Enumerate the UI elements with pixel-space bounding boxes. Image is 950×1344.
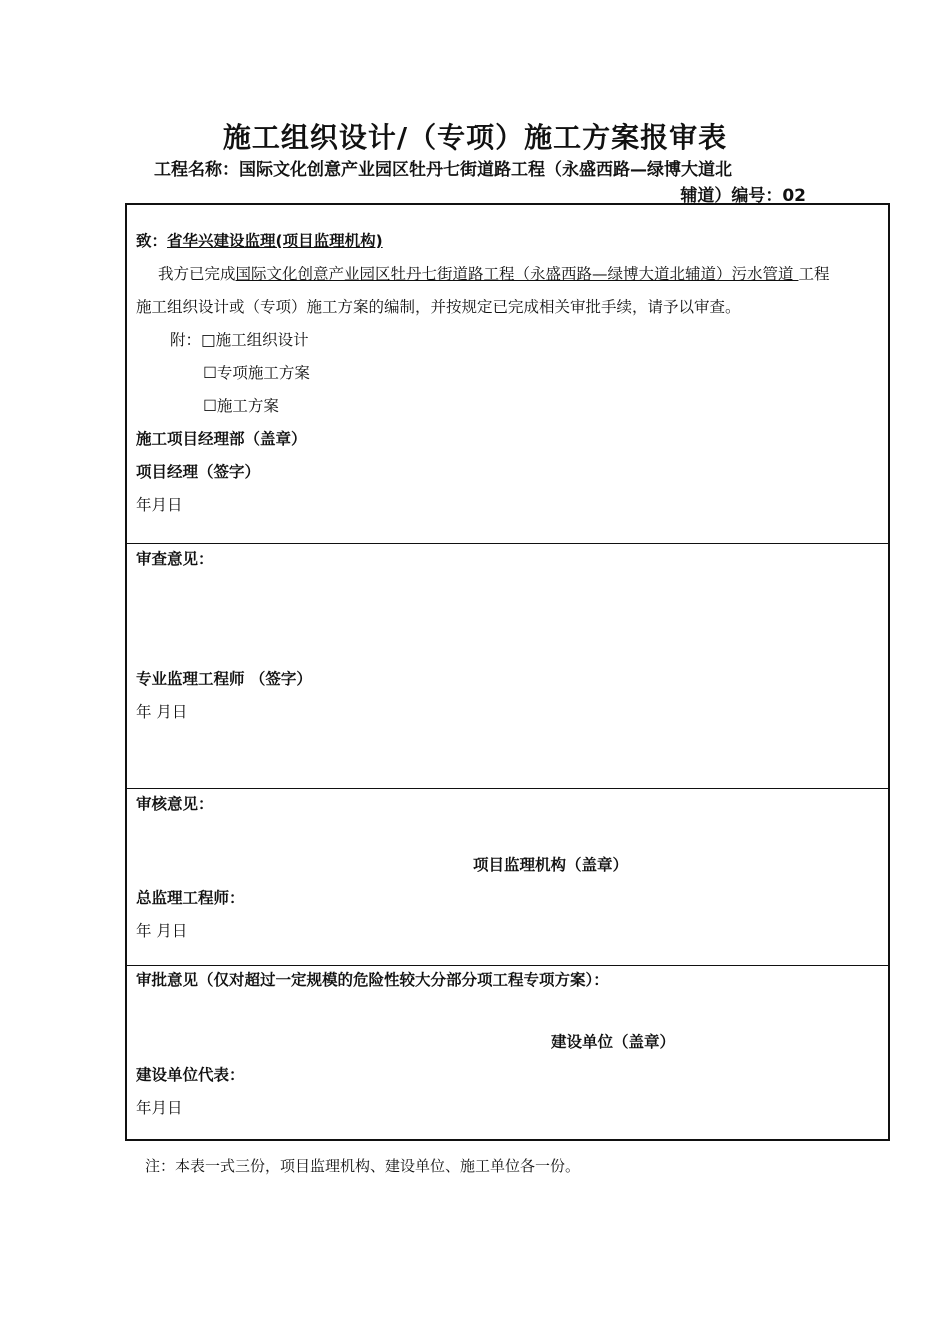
body-prefix: 我方已完成 — [158, 265, 236, 283]
submission-section — [127, 205, 888, 544]
approval-section — [127, 965, 888, 1139]
body-project-underlined: 国际文化创意产业园区牡丹七街道路工程（永盛西路—绿博大道北辅道）污水管道 — [235, 265, 799, 283]
supervision-org-stamp: 项目监理机构（盖章） — [473, 856, 629, 874]
review-form-table — [125, 203, 890, 1141]
attachment-item[interactable]: ☐专项施工方案 — [203, 364, 310, 382]
attachment-label: 附： — [170, 331, 202, 349]
examination-date: 年 月日 — [136, 703, 188, 721]
examination-heading: 审查意见： — [136, 550, 214, 568]
form-title: 施工组织设计/（专项）施工方案报审表 — [222, 121, 728, 154]
attachment-item[interactable]: □施工组织设计 — [201, 331, 309, 349]
chief-engineer-signature: 总监理工程师： — [136, 889, 245, 907]
audit-section — [127, 788, 888, 966]
project-name-line1: 工程名称：国际文化创意产业园区牡丹七街道路工程（永盛西路—绿博大道北 — [154, 160, 732, 180]
contractor-dept-stamp: 施工项目经理部（盖章） — [136, 430, 307, 448]
submission-body-line2: 施工组织设计或（专项）施工方案的编制，并按规定已完成相关审批手续，请予以审查。 — [136, 298, 741, 316]
audit-date: 年 月日 — [136, 922, 188, 940]
examination-section — [127, 543, 888, 789]
attachment-item[interactable]: ☐施工方案 — [203, 397, 279, 415]
submission-body-line1 — [158, 262, 829, 284]
supervising-engineer-signature: 专业监理工程师 （签字） — [136, 670, 312, 688]
owner-representative-signature: 建设单位代表： — [136, 1066, 245, 1084]
footnote: 注：本表一式三份，项目监理机构、建设单位、施工单位各一份。 — [145, 1157, 581, 1175]
owner-stamp: 建设单位（盖章） — [551, 1033, 676, 1051]
approval-date: 年月日 — [136, 1099, 183, 1117]
body-suffix: 工程 — [798, 265, 830, 283]
attachment-row-1 — [170, 328, 309, 350]
project-name-line2: 辅道）编号：02 — [680, 186, 806, 206]
approval-heading: 审批意见（仅对超过一定规模的危险性较大分部分项工程专项方案）： — [136, 971, 609, 989]
audit-heading: 审核意见： — [136, 795, 214, 813]
addressee-prefix: 致： — [136, 232, 168, 250]
addressee — [136, 229, 383, 251]
submission-date: 年月日 — [136, 496, 183, 514]
project-manager-signature: 项目经理（签字） — [136, 463, 261, 481]
addressee-value: 省华兴建设监理(项目监理机构) — [167, 232, 383, 250]
